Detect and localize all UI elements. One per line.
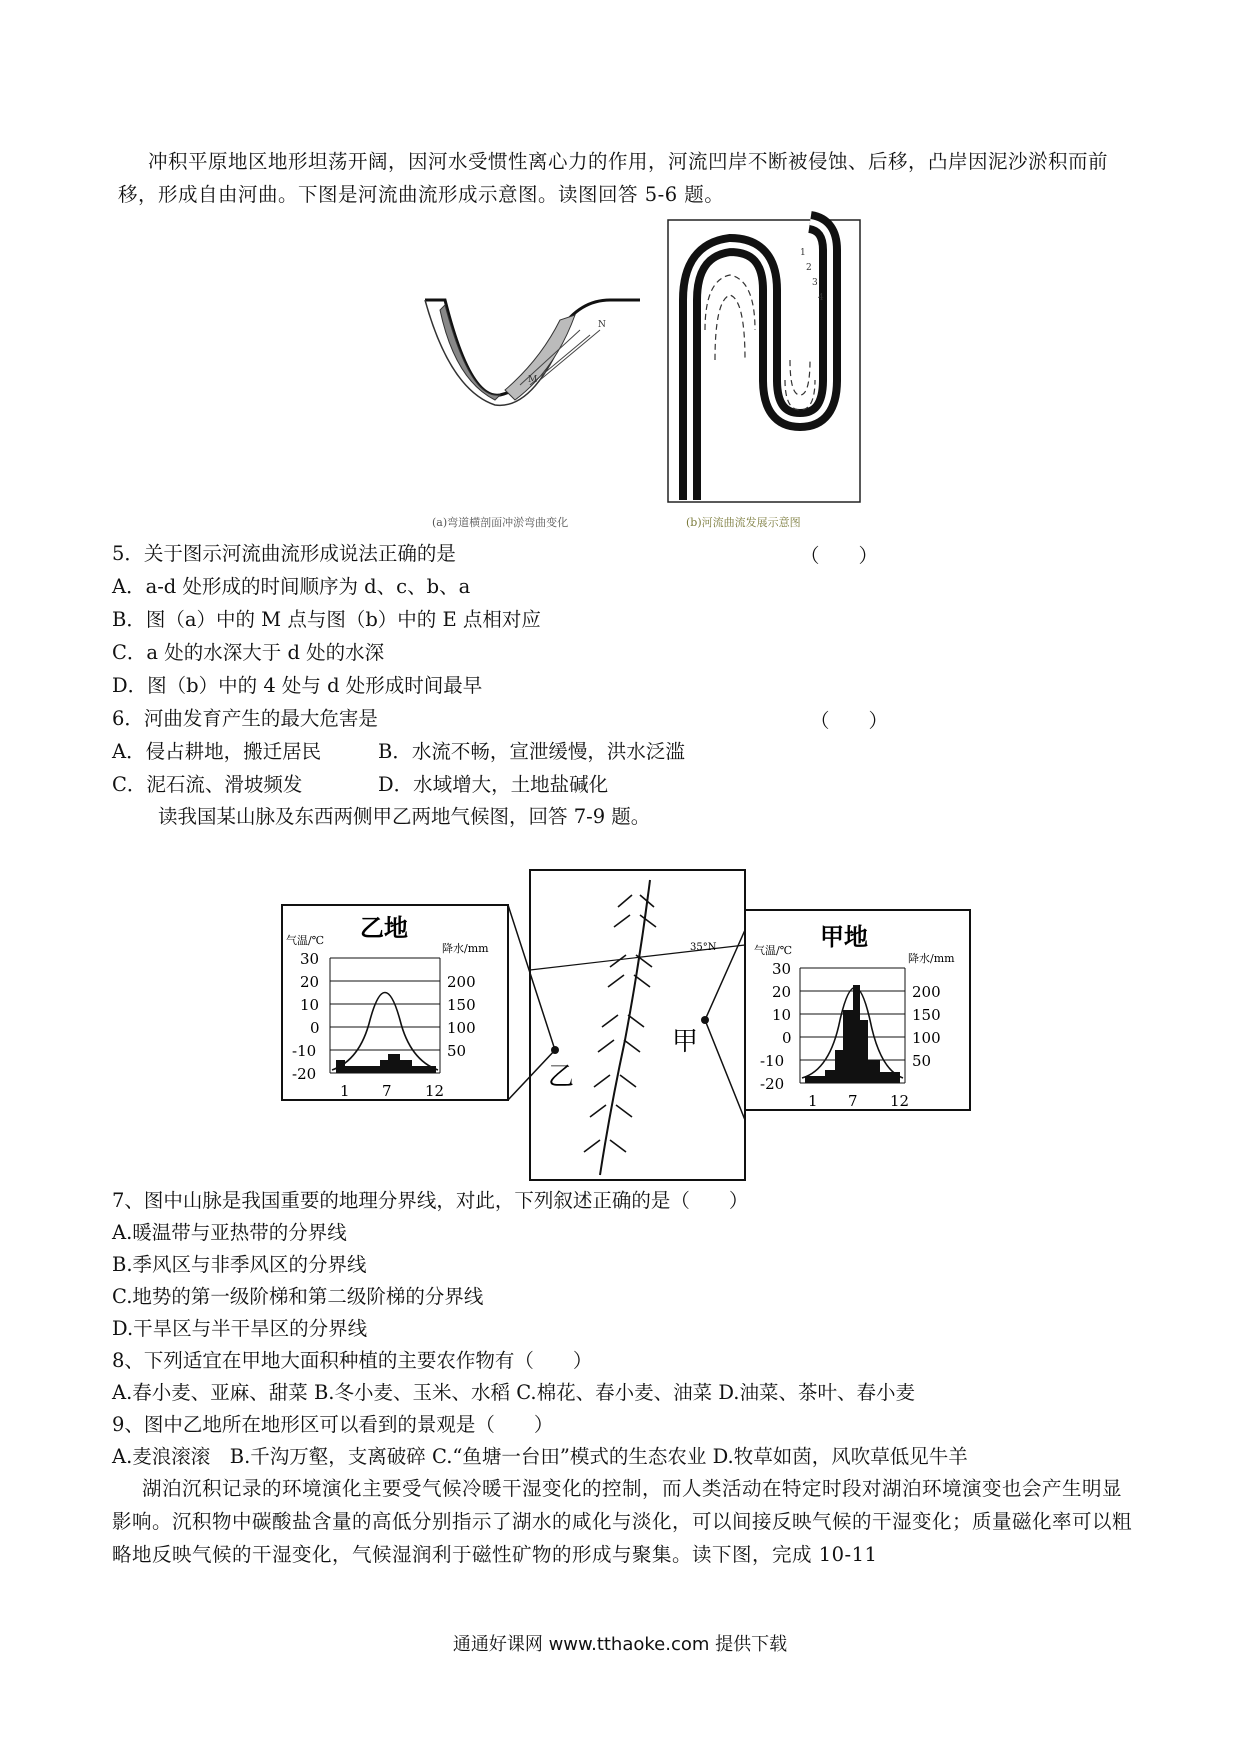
- map-jia-label: 甲: [672, 1027, 699, 1057]
- yi-temp-tick: -10: [292, 1042, 317, 1060]
- lat-label: 35°N: [690, 942, 717, 953]
- q6-option-b: B．水流不畅，宣泄缓慢，洪水泛滥: [378, 740, 685, 763]
- caption-b: (b)河流曲流发展示意图: [686, 516, 801, 529]
- yi-month-tick: 1: [340, 1082, 350, 1100]
- jia-temp-tick: 0: [782, 1029, 792, 1047]
- jia-precip-tick: 100: [912, 1029, 941, 1047]
- yi-temp-tick: 20: [300, 973, 320, 991]
- map-yi-label: 乙: [548, 1062, 575, 1092]
- jia-month-tick: 1: [808, 1092, 818, 1110]
- label-n: N: [598, 320, 606, 330]
- yi-precip-tick: 150: [447, 996, 476, 1014]
- q5-option-a: A．a-d 处形成的时间顺序为 d、c、b、a: [112, 575, 471, 598]
- jia-temp-tick: 20: [772, 983, 792, 1001]
- meander-num-2: 2: [806, 263, 812, 273]
- yi-temp-tick: 30: [300, 950, 320, 968]
- q8-options: A.春小麦、亚麻、甜菜 B.冬小麦、玉米、水稻 C.棉花、春小麦、油菜 D.油菜、茶叶、春小麦: [112, 1381, 915, 1404]
- yi-climate-chart: [282, 905, 508, 1100]
- q6-option-c: C．泥石流、滑坡频发: [112, 773, 303, 796]
- q5-option-c: C．a 处的水深大于 d 处的水深: [112, 641, 385, 664]
- q9-stem: 9、图中乙地所在地形区可以看到的景观是（ ）: [112, 1413, 554, 1436]
- meander-num-1: 1: [800, 248, 806, 258]
- label-e: E: [797, 224, 805, 235]
- jia-temp-tick: 10: [772, 1006, 792, 1024]
- q8-stem: 8、下列适宜在甲地大面积种植的主要农作物有（ ）: [112, 1349, 593, 1372]
- meander-num-4: 4: [818, 293, 824, 303]
- intro-paragraph-2: 读我国某山脉及东西两侧甲乙两地气候图，回答 7-9 题。: [158, 805, 651, 828]
- yi-temp-tick: 10: [300, 996, 320, 1014]
- q5-answer-paren: （ ）: [800, 544, 879, 567]
- jia-precip-tick: 200: [912, 983, 941, 1001]
- mountain-map: [508, 870, 745, 1180]
- q7-option-d: D.干旱区与半干旱区的分界线: [112, 1317, 368, 1340]
- q6-option-d: D．水域增大，土地盐碱化: [378, 773, 609, 796]
- jia-temp-label: 气温/℃: [754, 944, 793, 957]
- yi-month-tick: 7: [382, 1082, 392, 1100]
- jia-precip-tick: 50: [912, 1052, 932, 1070]
- jia-precip-tick: 150: [912, 1006, 941, 1024]
- footer-text: 通通好课网 www.tthaoke.com 提供下载: [452, 1634, 788, 1655]
- jia-temp-tick: -10: [760, 1052, 785, 1070]
- q5-option-b: B．图（a）中的 M 点与图（b）中的 E 点相对应: [112, 608, 541, 631]
- yi-title: 乙地: [360, 913, 408, 942]
- yi-precip-label: 降水/mm: [442, 942, 489, 955]
- q5-option-d: D．图（b）中的 4 处与 d 处形成时间最早: [112, 674, 483, 697]
- q9-options: A.麦浪滚滚 B.千沟万壑，支离破碎 C.“鱼塘一台田”模式的生态农业 D.牧草如茵，风吹草低见牛羊: [112, 1445, 968, 1468]
- q7-option-b: B.季风区与非季风区的分界线: [112, 1253, 367, 1276]
- q6-answer-paren: （ ）: [810, 709, 889, 732]
- jia-title: 甲地: [820, 922, 868, 951]
- yi-precip-tick: 50: [447, 1042, 467, 1060]
- meander-num-3: 3: [812, 278, 818, 288]
- yi-precip-tick: 200: [447, 973, 476, 991]
- jia-climate-chart: [745, 910, 970, 1110]
- jia-month-tick: 7: [848, 1092, 858, 1110]
- q7-option-a: A.暖温带与亚热带的分界线: [112, 1221, 347, 1244]
- q7-stem: 7、图中山脉是我国重要的地理分界线，对此，下列叙述正确的是（ ）: [112, 1189, 749, 1212]
- jia-month-tick: 12: [890, 1092, 910, 1110]
- q7-option-c: C.地势的第一级阶梯和第二级阶梯的分界线: [112, 1285, 484, 1308]
- q6-option-a: A．侵占耕地，搬迁居民: [112, 740, 322, 763]
- jia-temp-tick: 30: [772, 960, 792, 978]
- intro-paragraph-3: 湖泊沉积记录的环境演化主要受气候冷暖干湿变化的控制，而人类活动在特定时段对湖泊环境演变也会产生明显影响。沉积物中碳酸盐含量的高低分别指示了湖水的咸化与淡化，可以间接反映气候的干湿变化；质量磁化率可以粗略地反映气候的干湿变化，气候湿润利于磁性矿物的形成与聚集。读下图，完成 10-11: [112, 1477, 1133, 1566]
- jia-precip-label: 降水/mm: [908, 952, 955, 965]
- q5-stem: 5．关于图示河流曲流形成说法正确的是: [112, 542, 456, 565]
- yi-temp-tick: -20: [292, 1065, 317, 1083]
- jia-temp-tick: -20: [760, 1075, 785, 1093]
- yi-precip-tick: 100: [447, 1019, 476, 1037]
- caption-a: (a)弯道横剖面冲淤弯曲变化: [432, 516, 569, 529]
- yi-temp-label: 气温/℃: [286, 934, 325, 947]
- yi-temp-tick: 0: [310, 1019, 320, 1037]
- label-m: M: [528, 375, 538, 385]
- intro-paragraph-1: 冲积平原地区地形坦荡开阔，因河水受惯性离心力的作用，河流凹岸不断被侵蚀、后移，凸岸因泥沙淤积而前移，形成自由河曲。下图是河流曲流形成示意图。读图回答 5-6 题。: [118, 150, 1109, 206]
- q6-stem: 6．河曲发育产生的最大危害是: [112, 707, 378, 730]
- yi-month-tick: 12: [425, 1082, 445, 1100]
